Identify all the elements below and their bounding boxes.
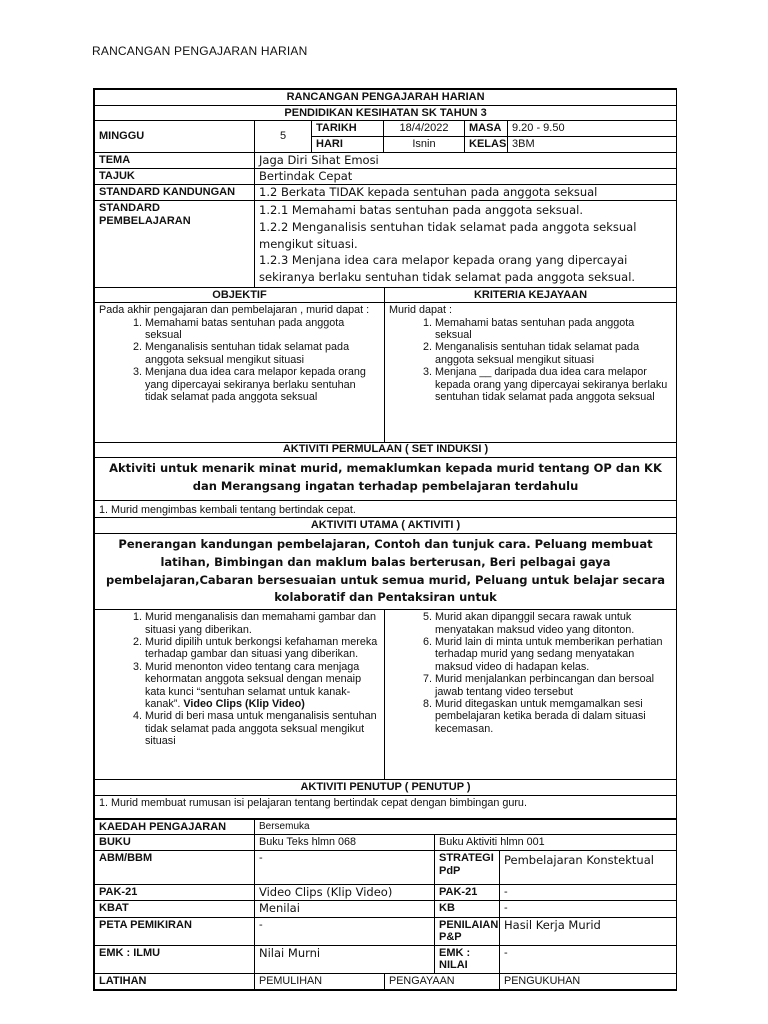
hari-label: HARI [312,136,384,152]
kriteria-item: 3. Menjana __ daripada dua idea cara melapor kepada orang yang dipercayai sekiranya berlaku sentuhan tidak selamat pada anggota seksual [435,366,672,403]
penutup-item: 1. Murid membuat rumusan isi pelajaran tentang bertindak cepat dengan bimbingan guru. [95,795,677,818]
kriteria-item: 2. Menganalisis sentuhan tidak selamat pada anggota seksual mengikut situasi [435,341,672,366]
buku-label: BUKU [95,835,255,851]
masa-value: 9.20 - 9.50 [508,121,677,137]
latihan-pemulihan: PEMULIHAN [255,974,385,990]
objektif-item: 3. Menjana dua idea cara melapor kepada orang yang dipercayai sekiranya berlaku sentuhan tidak selamat pada anggota seksual [145,366,380,403]
kb-value: - [500,901,677,917]
utama-item: 4. Murid di beri masa untuk menganalisis sentuhan tidak selamat pada anggota seksual mengikut situasi [145,710,380,747]
objektif-kriteria-table [94,288,677,819]
penutup-header: AKTIVITI PENUTUP ( PENUTUP ) [95,780,677,796]
emk-nilai-value: - [500,945,677,973]
utama-item: 7. Murid menjalankan perbincangan dan bersoal jawab tentang video tersebut [435,673,672,698]
utama-body: Penerangan kandungan pembelajaran, Contoh dan tunjuk cara. Peluang membuat latihan, Bimbingan dan maklum balas berterusan, Beri pelbagai gaya pembelajaran,Cabaran bersesuaian untuk semua murid, Peluang untuk belajar secara kolaboratif dan Pentaksiran untuk [95,533,677,609]
permulaan-item: 1. Murid mengimbas kembali tentang bertindak cepat. [95,500,677,517]
pak21b-value: - [500,885,677,901]
kbat-value: Menilai [255,901,435,917]
kaedah-label: KAEDAH PENGAJARAN [95,819,255,835]
kbat-label: KBAT [95,901,255,917]
strategi-value: Pembelajaran Konstektual [500,851,677,885]
tajuk-value: Bertindak Cepat [255,168,677,184]
objektif-item: 1. Memahami batas sentuhan pada anggota seksual [145,317,380,342]
kriteria-item: 1. Memahami batas sentuhan pada anggota seksual [435,317,672,342]
latihan-pengukuhan: PENGUKUHAN [500,974,677,990]
kriteria-cell [385,303,677,443]
kb-label: KB [435,901,500,917]
penilaian-value: Hasil Kerja Murid [500,917,677,945]
utama-item [145,661,380,711]
utama-right-cell [385,610,677,780]
utama-header: AKTIVITI UTAMA ( AKTIVITI ) [95,518,677,534]
tema-value: Jaga Diri Sihat Emosi [255,152,677,168]
pak21-value: Video Clips (Klip Video) [255,885,435,901]
tarikh-label: TARIKH [312,121,384,137]
objektif-cell [95,303,385,443]
abm-value: - [255,851,435,885]
masa-label: MASA [465,121,508,137]
kaedah-value: Bersemuka [255,819,677,835]
buku-teks: Buku Teks hlmn 068 [255,835,435,851]
utama-item: 2. Murid dipilih untuk berkongsi kefahaman mereka terhadap gambar dan situasi yang diberikan. [145,636,380,661]
hari-value: Isnin [384,136,465,152]
utama-item: 8. Murid ditegaskan untuk memgamalkan sesi pembelajaran ketika berada di dalam situasi kecemasan. [435,698,672,735]
minggu-label: MINGGU [95,121,255,152]
permulaan-header: AKTIVITI PERMULAAN ( SET INDUKSI ) [95,443,677,458]
title-main: RANCANGAN PENGAJARAH HARIAN [95,90,677,106]
peta-value: - [255,917,435,945]
utama-left-cell [95,610,385,780]
strategi-label: STRATEGI PdP [435,851,500,885]
sp-item: 1.2.1 Memahami batas sentuhan pada anggota seksual. [259,203,583,218]
utama-item-text: Murid menonton video tentang cara menjaga kehormatan anggota seksual dengan menaip kata kunci “sentuhan selamat untuk kanak-kanak”. [145,660,362,710]
pak21b-label: PAK-21 [435,885,500,901]
objektif-header: OBJEKTIF [95,288,385,303]
kelas-value: 3BM [508,136,677,152]
kelas-label: KELAS [465,136,508,152]
header-table [94,89,677,288]
sp-item: 1.2.2 Menganalisis sentuhan tidak selamat pada anggota seksual mengikut situasi. [259,219,637,251]
utama-item: 6. Murid lain di minta untuk memberikan perhatian terhadap murid yang sedang menyatakan maksud video di hadapan kelas. [435,636,672,673]
standard-pembelajaran-value [255,201,677,287]
utama-item: 1. Murid menganalisis dan memahami gambar dan situasi yang diberikan. [145,611,380,636]
objektif-item: 2. Menganalisis sentuhan tidak selamat pada anggota seksual mengikut situasi [145,341,380,366]
emk-ilmu-value: Nilai Murni [255,945,435,973]
peta-label: PETA PEMIKIRAN [95,917,255,945]
emk-nilai-label: EMK : NILAI [435,945,500,973]
pak21-label: PAK-21 [95,885,255,901]
page-header: RANCANGAN PENGAJARAN HARIAN [92,44,308,58]
tajuk-label: TAJUK [95,168,255,184]
permulaan-body: Aktiviti untuk menarik minat murid, memaklumkan kepada murid tentang OP dan KK dan Merangsang ingatan terhadap pembelajaran terdahulu [95,457,677,500]
latihan-label: LATIHAN [95,974,255,990]
objektif-intro: Pada akhir pengajaran dan pembelajaran , murid dapat : [99,304,370,317]
kriteria-header: KRITERIA KEJAYAAN [385,288,677,303]
lesson-plan-document [93,88,677,991]
title-subject: PENDIDIKAN KESIHATAN SK TAHUN 3 [95,105,677,121]
latihan-pengayaan: PENGAYAAN [385,974,500,990]
standard-kandungan-label: STANDARD KANDUNGAN [95,185,255,201]
standard-pembelajaran-label: STANDARD PEMBELAJARAN [95,201,255,287]
buku-aktiviti: Buku Aktiviti hlmn 001 [435,835,677,851]
utama-item: 5. Murid akan dipanggil secara rawak untuk menyatakan maksud video yang ditonton. [435,611,672,636]
tarikh-value: 18/4/2022 [384,121,465,137]
tema-label: TEMA [95,152,255,168]
minggu-value: 5 [255,121,312,152]
emk-ilmu-label: EMK : ILMU [95,945,255,973]
sp-item: 1.2.3 Menjana idea cara melapor kepada orang yang dipercayai sekiranya berlaku sentuhan tidak selamat pada anggota seksual. [259,253,636,284]
video-clips-label: Video Clips (Klip Video) [180,698,305,710]
kriteria-intro: Murid dapat : [389,304,453,317]
penilaian-label: PENILAIAN P&P [435,917,500,945]
standard-kandungan-value: 1.2 Berkata TIDAK kepada sentuhan pada anggota seksual [255,185,677,201]
abm-label: ABM/BBM [95,851,255,885]
bottom-table [94,819,677,990]
